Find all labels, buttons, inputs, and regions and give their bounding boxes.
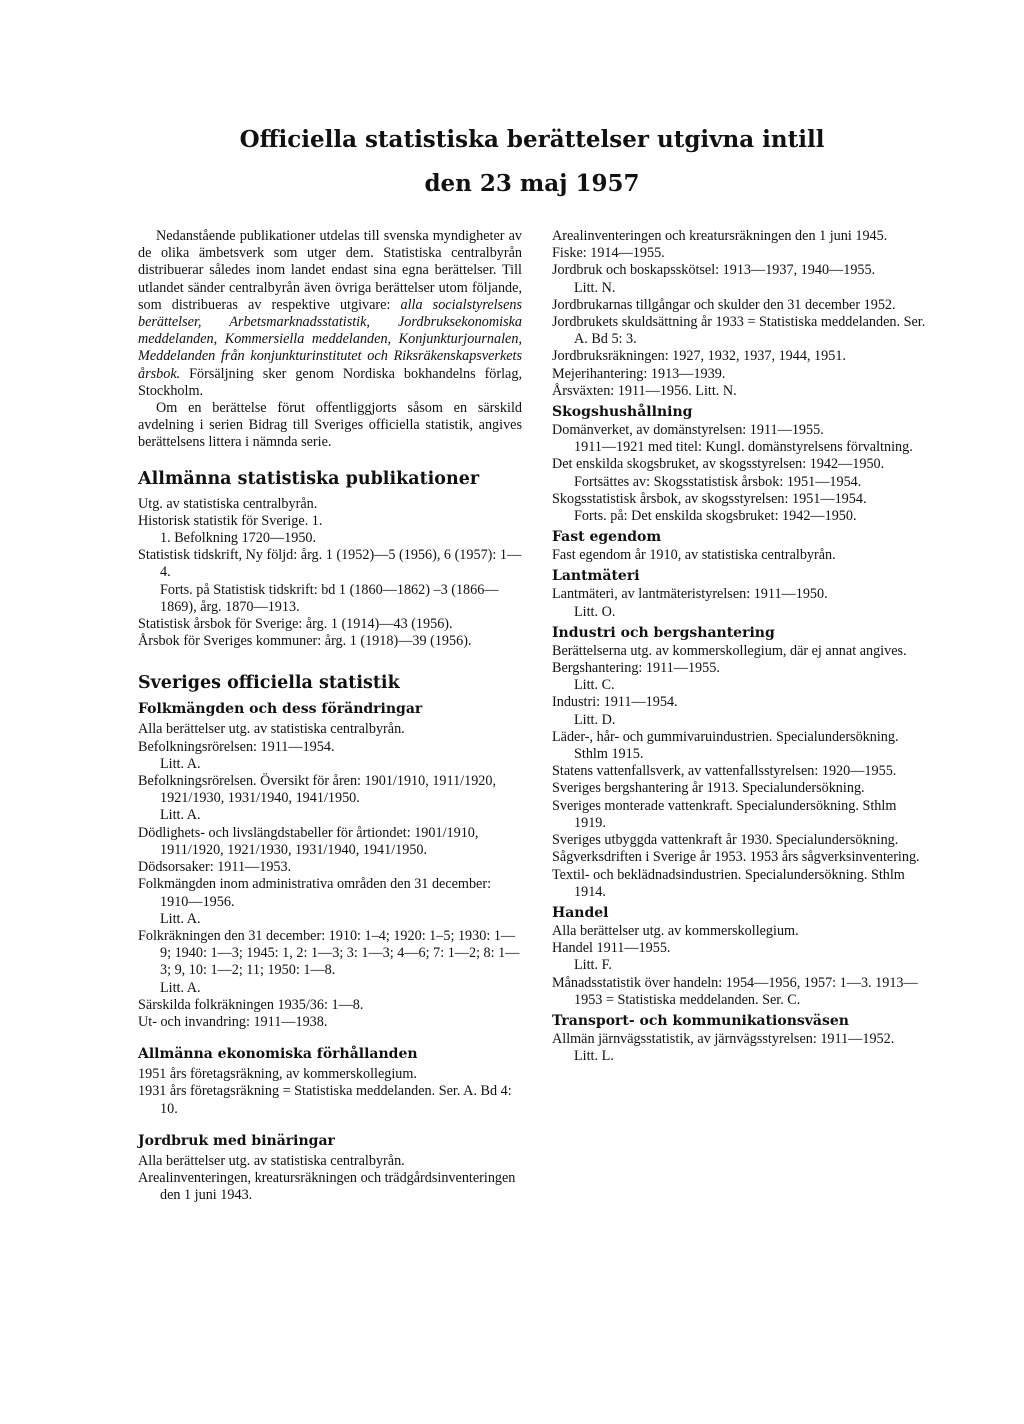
section-heading-allmanna: Allmänna statistiska publikationer (138, 468, 480, 489)
section-heading-sos: Sveriges officiella statistik (138, 673, 400, 694)
entry: Sågverksdriften i Sverige år 1953. 1953 års sågverksinventering. (552, 849, 920, 866)
entry: Alla berättelser utg. av statistiska centralbyrån. (138, 1152, 405, 1169)
entry: Mejerihantering: 1913—1939. (552, 365, 726, 382)
title-line-1: Officiella statistiska berättelser utgivna intill (239, 126, 825, 153)
entry: 1931 års företagsräkning = Statistiska meddelanden. Ser. A. Bd 4: 10. (138, 1083, 512, 1117)
subheading-folkmangden: Folkmängden och dess förändringar (138, 701, 423, 718)
entry: Läder-, hår- och gummivaruindustrien. Specialundersökning. Sthlm 1915. (552, 728, 899, 763)
entry-sub: 1. Befolkning 1720—1950. (160, 530, 317, 547)
entry-sub: 1911—1921 med titel: Kungl. domänstyrelsens förvaltning. (574, 439, 913, 456)
entry: Sveriges monterade vattenkraft. Specialundersökning. Sthlm 1919. (552, 797, 897, 831)
right-column (552, 228, 930, 1065)
subheading-industri: Industri och bergshantering (552, 624, 775, 641)
entry-litt: Litt. C. (574, 677, 615, 694)
entry: Jordbruk och boskapsskötsel: 1913—1937, 1940—1955. (552, 262, 876, 279)
entry: Bergshantering: 1911—1955. (552, 660, 720, 677)
entry: Allmän järnvägsstatistik, av järnvägsstyrelsen: 1911—1952. (552, 1030, 895, 1047)
subheading-ekonomiska: Allmänna ekonomiska förhållanden (138, 1046, 418, 1063)
entry-litt: Litt. L. (574, 1048, 614, 1065)
entry: Utg. av statistiska centralbyrån. (138, 495, 318, 512)
subheading-skogshushallning: Skogshushållning (552, 404, 693, 421)
intro-paragraph-2: Om en berättelse förut offentliggjorts såsom en särskild avdelning i serien Bidrag till Sveriges officiella statistik, angives berättelsens littera i nämnda serie. (138, 400, 522, 451)
entry: Sveriges utbyggda vattenkraft år 1930. Specialundersökning. (552, 832, 899, 849)
entry: Ut- och invandring: 1911—1938. (138, 1013, 328, 1030)
entry: Statistisk tidskrift, Ny följd: årg. 1 (1952)—5 (1956), 6 (1957): 1—4. (138, 547, 522, 581)
entry: Särskilda folkräkningen 1935/36: 1—8. (138, 996, 364, 1013)
entry: Arealinventeringen och kreatursräkningen den 1 juni 1945. (552, 228, 888, 244)
entry: Handel 1911—1955. (552, 940, 671, 957)
subheading-lantmateri: Lantmäteri (552, 568, 640, 585)
subheading-handel: Handel (552, 904, 609, 921)
entry: Textil- och beklädnadsindustrien. Specialundersökning. Sthlm 1914. (552, 866, 905, 900)
entry: Folkmängden inom administrativa områden den 31 december: 1910—1956. (138, 876, 492, 910)
entry: Dödsorsaker: 1911—1953. (138, 859, 292, 876)
entry: Berättelserna utg. av kommerskollegium, där ej annat angives. (552, 642, 907, 659)
entry-litt: Litt. A. (160, 807, 201, 824)
entry: Årsbok för Sveriges kommuner: årg. 1 (1918)—39 (1956). (138, 633, 472, 650)
entry: Skogsstatistisk årsbok, av skogsstyrelsen: 1951—1954. (552, 490, 867, 507)
entry: Fiske: 1914—1955. (552, 245, 665, 262)
entry-litt: Litt. A. (160, 755, 201, 772)
entry-sub: Forts. på: Det enskilda skogsbruket: 1942—1950. (574, 508, 857, 525)
intro-text-b: Försäljning sker genom Nordiska bokhandelns förlag, Stockholm. (138, 365, 522, 399)
intro-text-italic: alla socialstyrelsens berättelser, Arbetsmarknadsstatistik, Jordbruksekonomiska meddelanden, Kommersiella meddelanden, Konjunkturjournalen, Meddelanden från konjunkturinstitutet och Riksräkenskapsverkets årsbok. (138, 296, 522, 382)
intro-paragraph (138, 228, 522, 400)
entry: Månadsstatistik över handeln: 1954—1956, 1957: 1—3. 1913—1953 = Statistiska meddelanden. Ser. C. (552, 974, 918, 1008)
entry: Fast egendom år 1910, av statistiska centralbyrån. (552, 547, 836, 564)
entry: Befolkningsrörelsen. Översikt för åren: 1901/1910, 1911/1920, 1921/1930, 1931/1940, 1941/1950. (138, 773, 497, 807)
entry: Jordbrukarnas tillgångar och skulder den 31 december 1952. (552, 296, 896, 313)
entry: Jordbrukets skuldsättning år 1933 = Statistiska meddelanden. Ser. A. Bd 5: 3. (552, 314, 926, 348)
entry: Dödlighets- och livslängdstabeller för årtiondet: 1901/1910, 1911/1920, 1921/1930, 1931/1940, 1941/1950. (138, 824, 479, 858)
entry: Befolkningsrörelsen: 1911—1954. (138, 738, 335, 755)
entry-litt: Litt. A. (160, 979, 201, 996)
subheading-jordbruk: Jordbruk med binäringar (138, 1132, 335, 1149)
entry: Lantmäteri, av lantmäteristyrelsen: 1911—1950. (552, 586, 828, 603)
entry: Arealinventeringen, kreatursräkningen och trädgårdsinventeringen den 1 juni 1943. (138, 1169, 516, 1204)
entry: Alla berättelser utg. av kommerskollegium. (552, 922, 799, 939)
intro-text-a: Nedanstående publikationer utdelas till svenska myndigheter av de olika ämbetsverk som utger dem. Statistiska centralbyrån distribuerar således inom landet endast sina egna berättelser. Till utlandet sänder centralbyrån även övriga berättelser utom följande, som distribueras av respektive utgivare: (138, 228, 522, 313)
entry-litt: Litt. O. (574, 603, 616, 620)
entry: 1951 års företagsräkning, av kommerskollegium. (138, 1066, 417, 1083)
page-title (0, 118, 1024, 206)
entry-sub: Fortsättes av: Skogsstatistisk årsbok: 1951—1954. (574, 473, 862, 490)
entry: Alla berättelser utg. av statistiska centralbyrån. (138, 721, 405, 738)
entry-litt: Litt. F. (574, 957, 612, 974)
entry: Folkräkningen den 31 december: 1910: 1–4; 1920: 1–5; 1930: 1—9; 1940: 1—3; 1945: 1, 2: 1—3; 3: 1—3; 4—6; 7: 1—2; 8: 1—3; 9, 10: 1—2; 11; 1950: 1—8. (138, 927, 520, 979)
title-line-2: den 23 maj 1957 (424, 170, 640, 197)
left-column (138, 228, 522, 1204)
entry: Historisk statistik för Sverige. 1. (138, 512, 323, 529)
entry: Statens vattenfallsverk, av vattenfallsstyrelsen: 1920—1955. (552, 763, 897, 780)
entry: Det enskilda skogsbruket, av skogsstyrelsen: 1942—1950. (552, 456, 885, 473)
entry: Domänverket, av domänstyrelsen: 1911—1955. (552, 422, 824, 439)
entry-litt: Litt. N. (574, 279, 616, 296)
subheading-transport: Transport- och kommunikationsväsen (552, 1012, 849, 1029)
entry-litt: Litt. A. (160, 910, 201, 927)
entry-litt: Litt. D. (574, 711, 616, 728)
subheading-fast-egendom: Fast egendom (552, 529, 662, 546)
entry: Sveriges bergshantering år 1913. Specialundersökning. (552, 780, 865, 797)
entry: Årsväxten: 1911—1956. Litt. N. (552, 382, 737, 399)
entry: Industri: 1911—1954. (552, 694, 678, 711)
entry: Jordbruksräkningen: 1927, 1932, 1937, 1944, 1951. (552, 348, 846, 365)
entry-forts: Forts. på Statistisk tidskrift: bd 1 (1860—1862) –3 (1866—1869), årg. 1870—1913. (160, 581, 499, 615)
entry: Statistisk årsbok för Sverige: årg. 1 (1914)—43 (1956). (138, 616, 453, 633)
